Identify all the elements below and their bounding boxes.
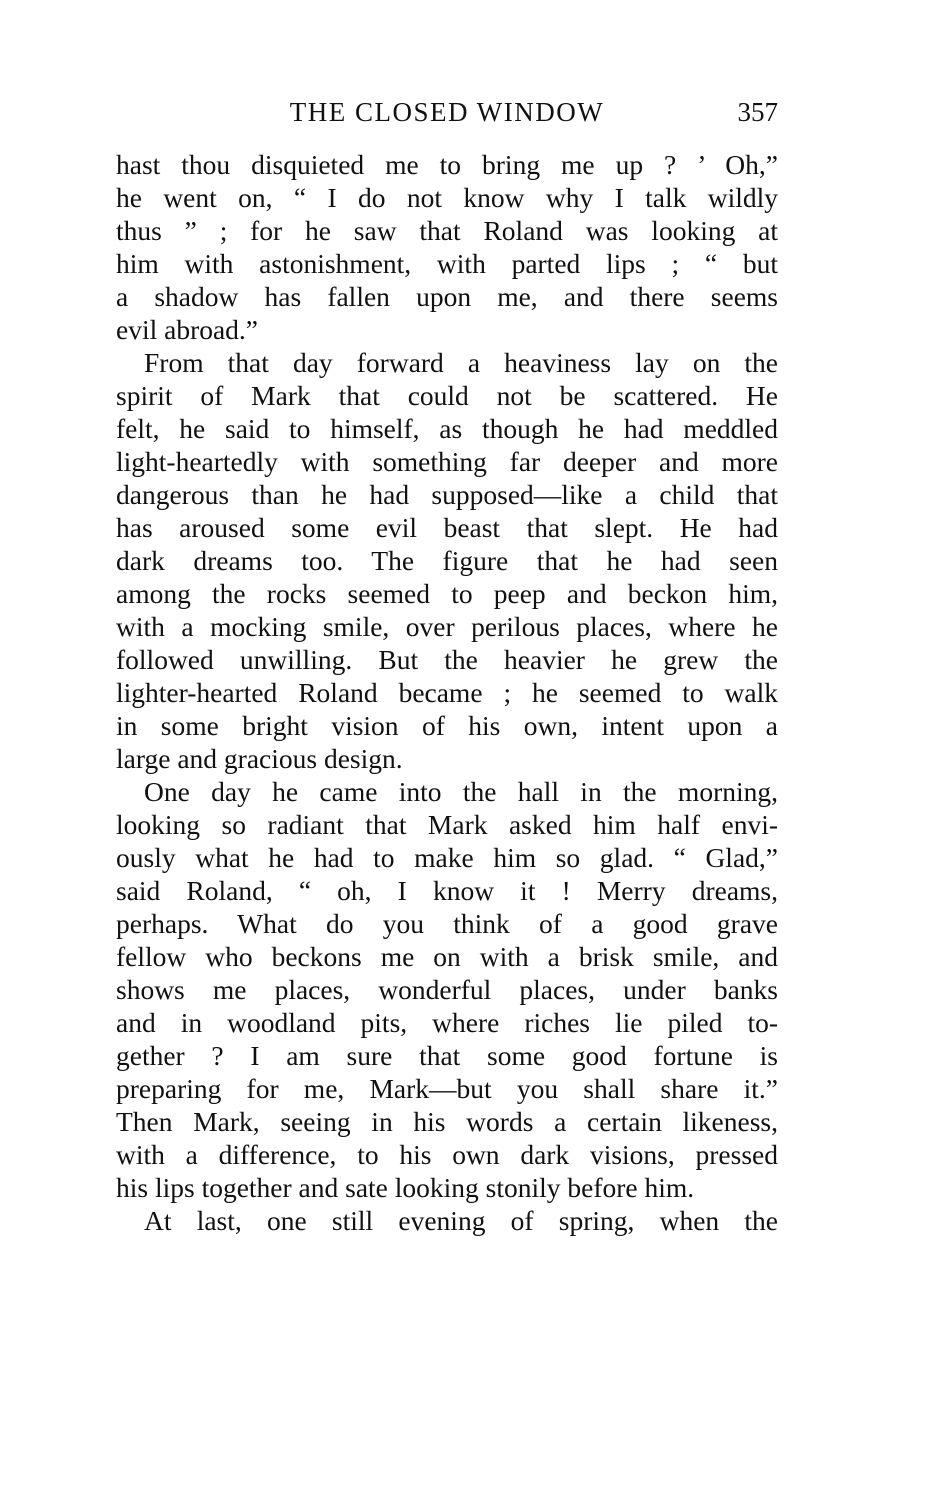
text-line: preparing for me, Mark—but you shall share it.” xyxy=(116,1073,778,1104)
text-line: he went on, “ I do not know why I talk wildly xyxy=(116,182,778,213)
text-line: From that day forward a heaviness lay on the xyxy=(144,347,778,378)
text-line: a shadow has fallen upon me, and there seems xyxy=(116,281,778,312)
text-line: shows me places, wonderful places, under banks xyxy=(116,974,778,1005)
text-line: looking so radiant that Mark asked him half envi- xyxy=(116,809,778,840)
text-line: felt, he said to himself, as though he had meddled xyxy=(116,413,778,444)
text-line: lighter-hearted Roland became ; he seemed to walk xyxy=(116,677,778,708)
text-line: said Roland, “ oh, I know it ! Merry dreams, xyxy=(116,875,778,906)
text-line: light-heartedly with something far deeper and more xyxy=(116,446,778,477)
text-line: evil abroad.” xyxy=(116,314,259,345)
text-line: his lips together and sate looking stonily before him. xyxy=(116,1172,695,1203)
text-line: large and gracious design. xyxy=(116,743,403,774)
text-line: followed unwilling. But the heavier he grew the xyxy=(116,644,778,675)
text-line: hast thou disquieted me to bring me up ? ’ Oh,” xyxy=(116,149,778,180)
text-line: perhaps. What do you think of a good grave xyxy=(116,908,778,939)
chapter-title: THE CLOSED WINDOW xyxy=(289,97,605,127)
text-line: in some bright vision of his own, intent upon a xyxy=(116,710,778,741)
text-line: ously what he had to make him so glad. “ Glad,” xyxy=(116,842,778,873)
text-line: One day he came into the hall in the morning, xyxy=(144,776,778,807)
text-line: gether ? I am sure that some good fortune is xyxy=(116,1040,778,1071)
text-line: dangerous than he had supposed—like a child that xyxy=(116,479,778,510)
page-number: 357 xyxy=(737,97,778,127)
text-line: among the rocks seemed to peep and beckon him, xyxy=(116,578,778,609)
text-line: fellow who beckons me on with a brisk smile, and xyxy=(116,941,778,972)
text-line: with a mocking smile, over perilous places, where he xyxy=(116,611,778,642)
text-line: Then Mark, seeing in his words a certain likeness, xyxy=(116,1106,778,1137)
text-line: with a difference, to his own dark visions, pressed xyxy=(116,1139,778,1170)
text-line: At last, one still evening of spring, when the xyxy=(144,1205,778,1236)
text-line: him with astonishment, with parted lips ; “ but xyxy=(116,248,778,279)
running-head xyxy=(116,92,778,132)
text-line: thus ” ; for he saw that Roland was looking at xyxy=(116,215,778,246)
body-text xyxy=(116,148,778,1237)
text-line: dark dreams too. The figure that he had seen xyxy=(116,545,778,576)
text-line: has aroused some evil beast that slept. He had xyxy=(116,512,778,543)
text-line: and in woodland pits, where riches lie piled to- xyxy=(116,1007,778,1038)
text-line: spirit of Mark that could not be scattered. He xyxy=(116,380,778,411)
